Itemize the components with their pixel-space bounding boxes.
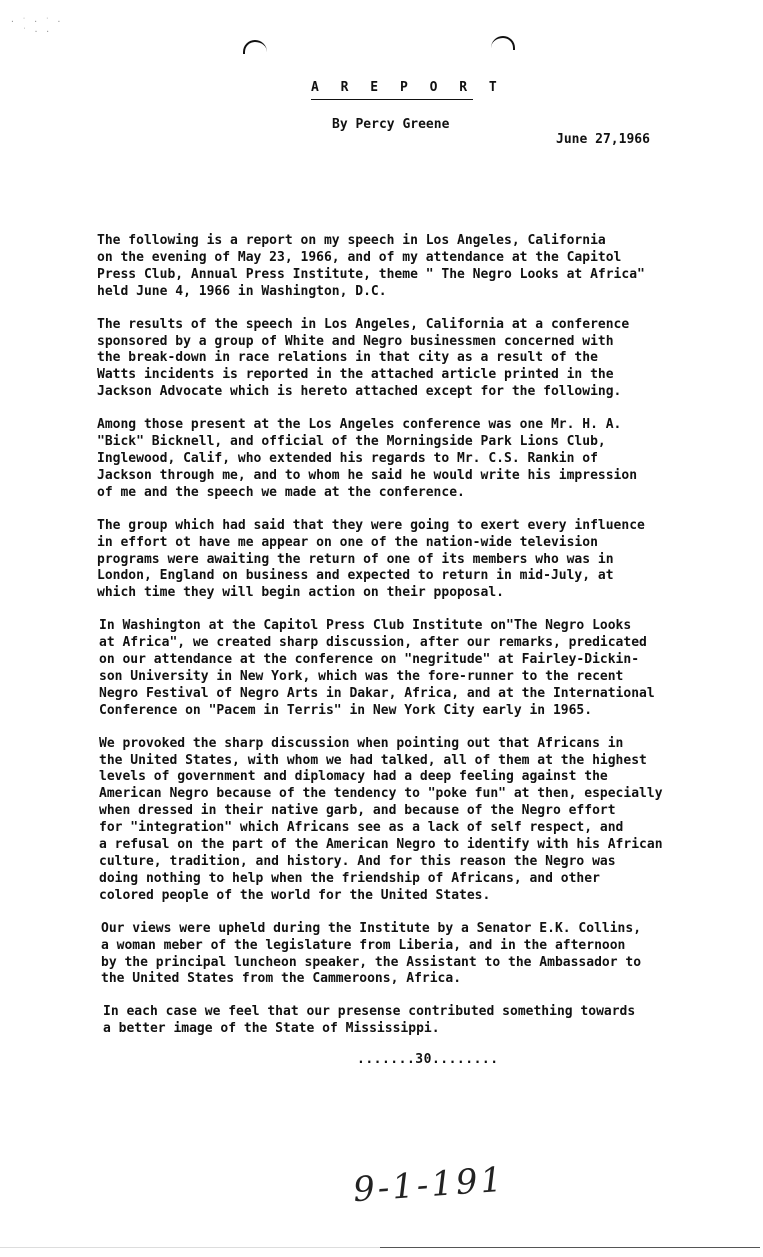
text-line: sponsored by a group of White and Negro businessmen concerned with: [97, 333, 614, 349]
text-line: levels of government and diplomacy had a deep feeling against the: [99, 769, 608, 785]
text-line: son University in New York, which was the fore-runner to the recent: [99, 668, 624, 684]
paragraph: [101, 921, 753, 989]
text-line: Jackson through me, and to whom he said he would write his impression: [97, 467, 638, 483]
text-line: culture, tradition, and history. And for this reason the Negro was: [99, 854, 616, 869]
text-line: colored people of the world for the United States.: [99, 887, 491, 903]
text-line: Our views were upheld during the Institute by a Senator E.K. Collins,: [101, 920, 642, 936]
paragraph: [99, 736, 753, 905]
text-line: programs were awaiting the return of one of its members who was in: [97, 551, 614, 567]
text-line: which time they will begin action on their ppoposal.: [97, 585, 504, 601]
text-line: Among those present at the Los Angeles conference was one Mr. H. A.: [97, 417, 622, 433]
paragraph: [97, 417, 753, 502]
text-line: on the evening of May 23, 1966, and of my attendance at the Capitol: [97, 249, 622, 265]
paragraph: [99, 618, 753, 719]
report-date: June 27,1966: [556, 132, 650, 147]
corner-smudge: · ˙ · ˙ ·: [10, 17, 63, 26]
punch-hole-mark-right: [491, 36, 515, 50]
text-line: In each case we feel that our presense contributed something towards: [103, 1004, 636, 1020]
text-line: a better image of the State of Mississippi.: [103, 1021, 440, 1037]
page-bottom-edge: [0, 1247, 763, 1248]
corner-smudge-2: ˙ · ·: [22, 27, 52, 36]
text-line: in effort ot have me appear on one of the nation-wide television: [97, 534, 598, 550]
text-line: Negro Festival of Negro Arts in Dakar, Africa, and at the International: [99, 685, 655, 701]
text-line: The group which had said that they were going to exert every influence: [97, 517, 645, 533]
text-line: In Washington at the Capitol Press Club Institute on"The Negro Looks: [99, 618, 632, 634]
closing-mark: .......30........: [357, 1052, 499, 1067]
text-line: London, England on business and expected to return in mid-July, at: [97, 568, 614, 584]
punch-hole-mark-left: [243, 40, 267, 54]
report-title: A R E P O R T: [311, 80, 473, 100]
text-line: a woman meber of the legislature from Liberia, and in the afternoon: [101, 937, 626, 953]
report-body: [97, 233, 753, 1054]
text-line: The results of the speech in Los Angeles, California at a conference: [97, 316, 630, 332]
text-line: American Negro because of the tendency to "poke fun" at then, especially: [99, 786, 663, 802]
text-line: "Bick" Bicknell, and official of the Morningside Park Lions Club,: [97, 434, 606, 450]
text-line: a refusal on the part of the American Negro to identify with his African: [99, 837, 663, 853]
text-line: Jackson Advocate which is hereto attached except for the following.: [97, 384, 622, 400]
text-line: The following is a report on my speech in Los Angeles, California: [97, 233, 606, 248]
text-line: at Africa", we created sharp discussion, after our remarks, predicated: [99, 635, 647, 651]
text-line: of me and the speech we made at the conference.: [97, 484, 465, 500]
text-line: Conference on "Pacem in Terris" in New York City early in 1965.: [99, 702, 593, 718]
paragraph: [97, 518, 753, 603]
text-line: doing nothing to help when the friendship of Africans, and other: [99, 870, 600, 886]
author-byline: By Percy Greene: [332, 117, 450, 132]
text-line: on our attendance at the conference on "negritude" at Fairley-Dickin-: [99, 652, 640, 668]
text-line: by the principal luncheon speaker, the Assistant to the Ambassador to: [101, 954, 642, 970]
text-line: Watts incidents is reported in the attached article printed in the: [97, 367, 614, 383]
text-line: the break-down in race relations in that city as a result of the: [97, 350, 598, 366]
text-line: held June 4, 1966 in Washington, D.C.: [97, 283, 387, 299]
handwritten-file-number: 9-1-191: [351, 1159, 507, 1211]
text-line: Inglewood, Calif, who extended his regards to Mr. C.S. Rankin of: [97, 450, 598, 466]
text-line: We provoked the sharp discussion when pointing out that Africans in: [99, 735, 624, 751]
text-line: when dressed in their native garb, and because of the Negro effort: [99, 803, 616, 819]
text-line: the United States, with whom we had talked, all of them at the highest: [99, 752, 647, 768]
paragraph: [103, 1004, 753, 1038]
text-line: the United States from the Cammeroons, Africa.: [101, 971, 462, 987]
text-line: Press Club, Annual Press Institute, theme " The Negro Looks at Africa": [97, 266, 645, 282]
text-line: for "integration" which Africans see as a lack of self respect, and: [99, 820, 624, 836]
paragraph: [97, 317, 753, 402]
paragraph: [97, 233, 753, 301]
